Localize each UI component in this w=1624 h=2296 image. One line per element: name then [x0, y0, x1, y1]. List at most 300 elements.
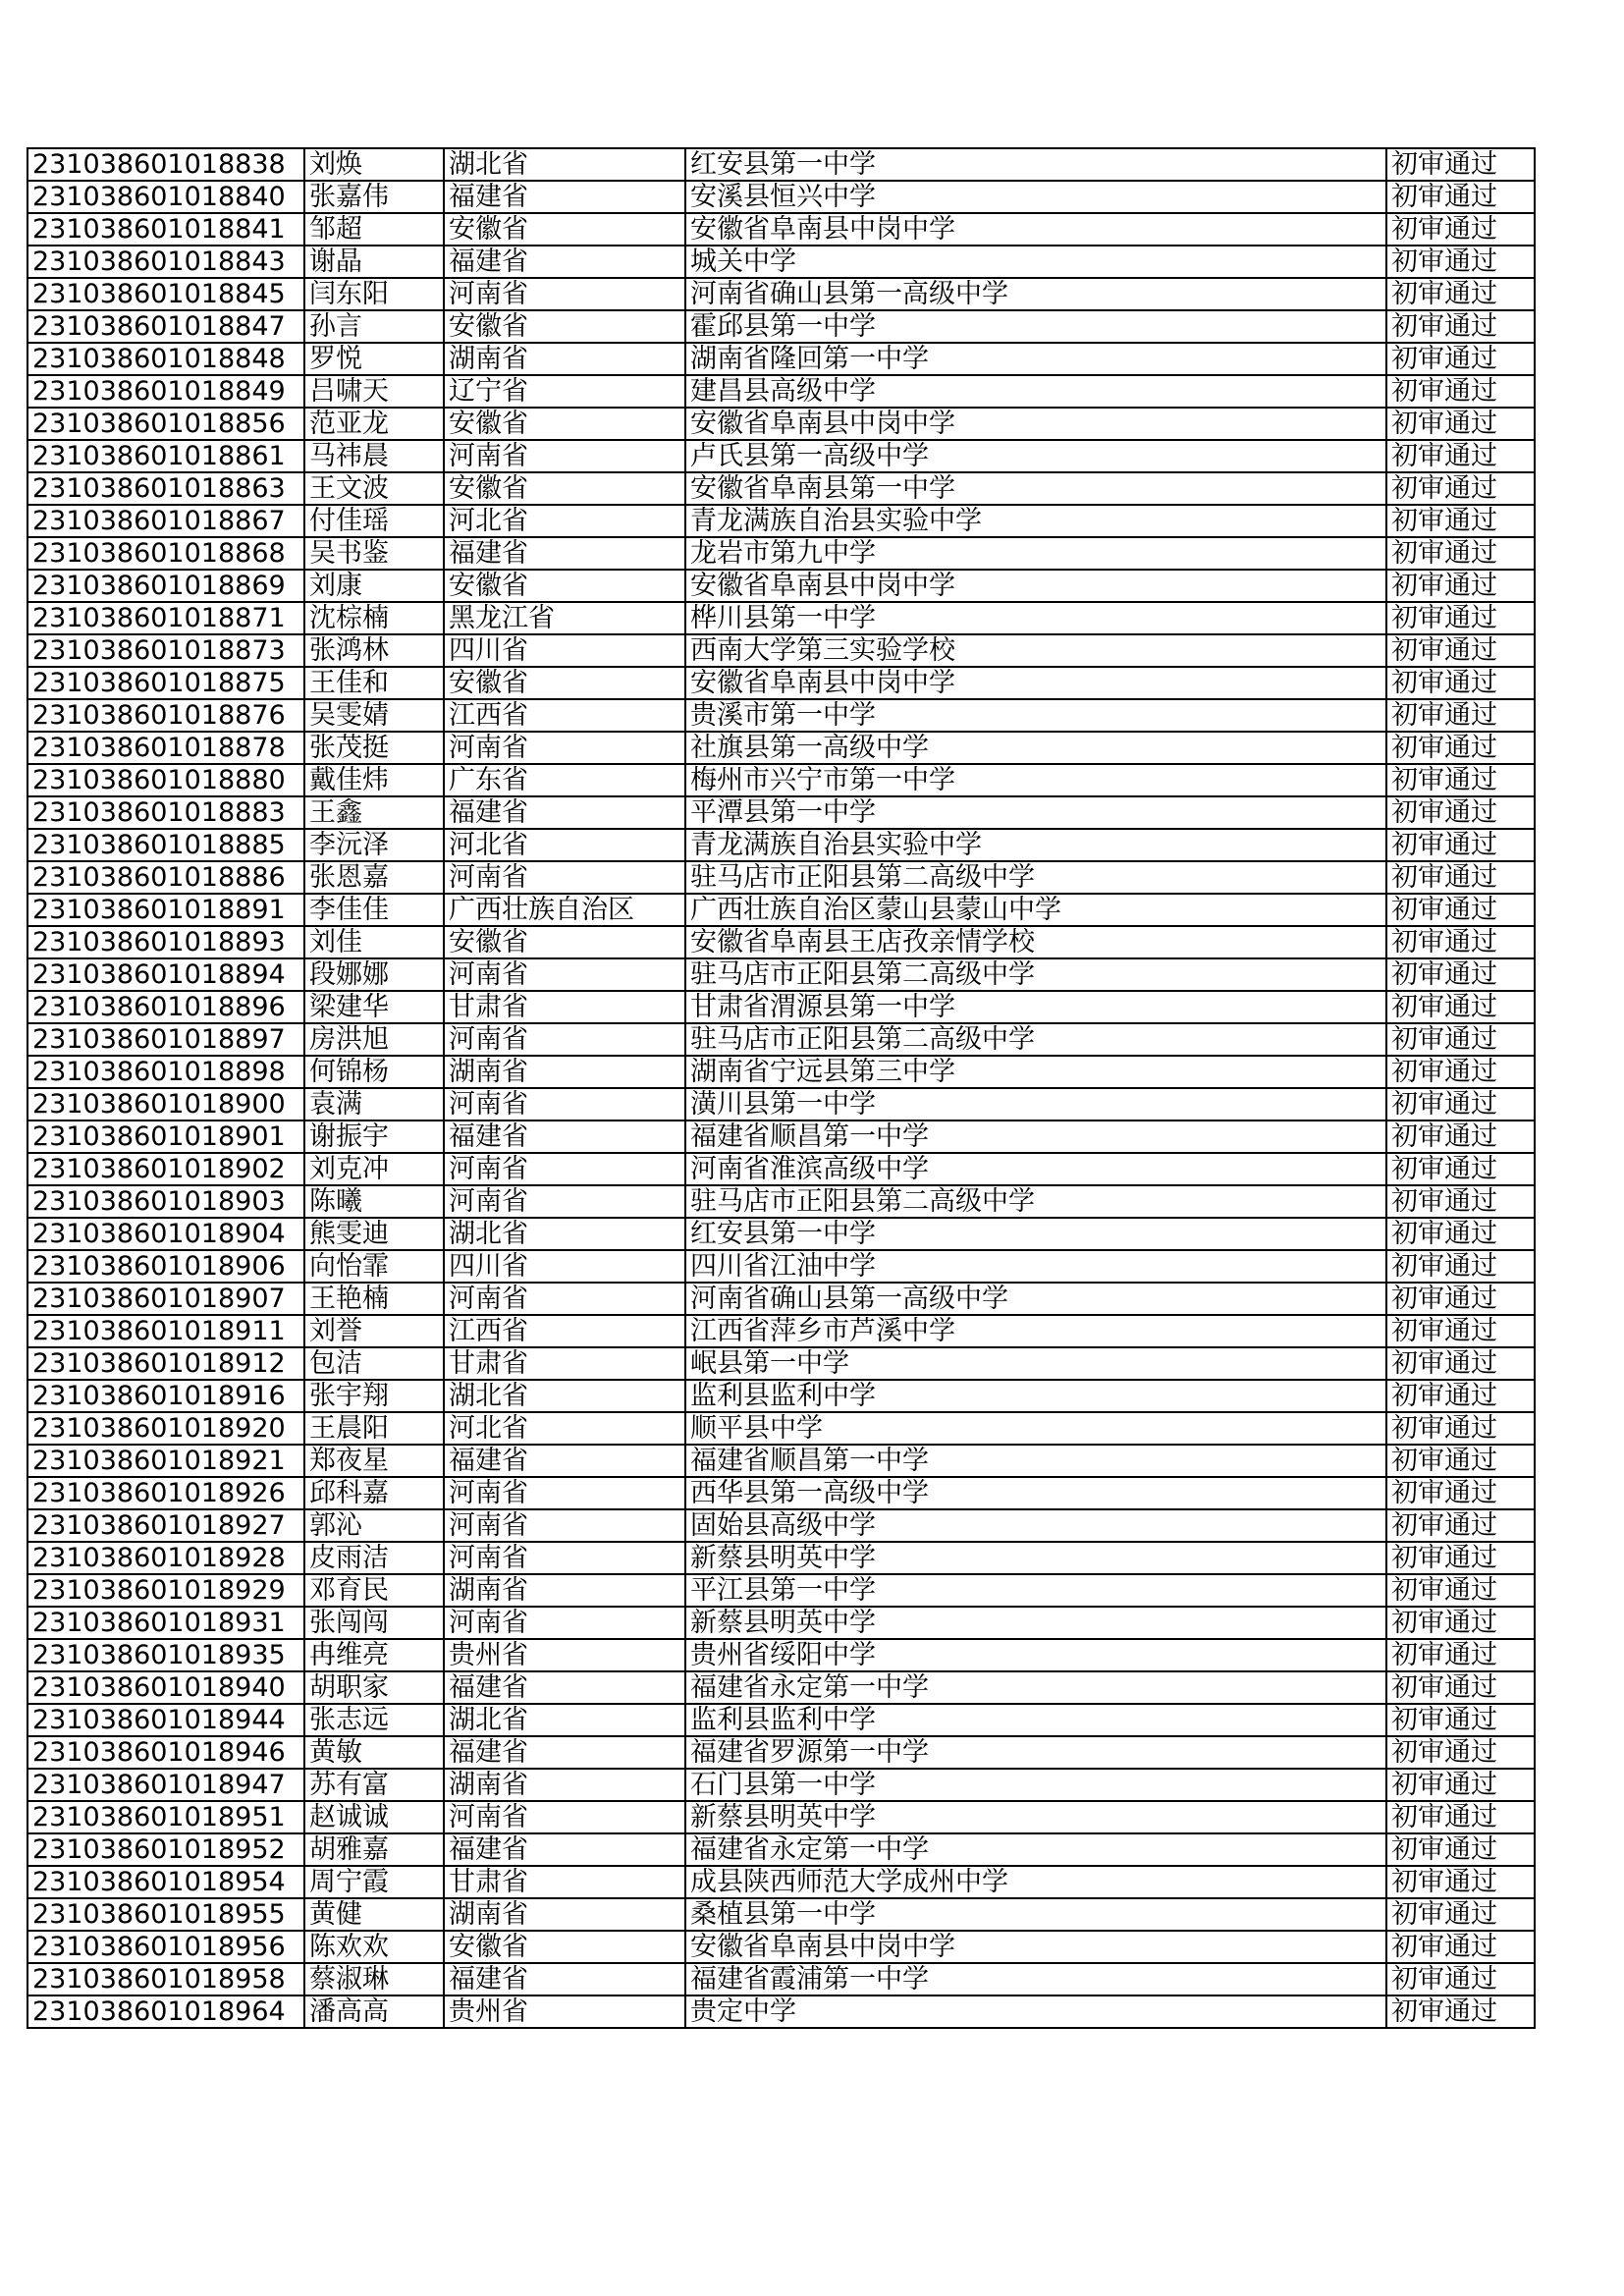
status-cell: 初审通过 [1386, 1736, 1535, 1769]
name-cell: 吕啸天 [304, 375, 444, 408]
name-cell: 张茂挺 [304, 732, 444, 764]
province-cell: 福建省 [444, 1121, 685, 1153]
school-cell: 桑植县第一中学 [685, 1898, 1386, 1931]
school-cell: 河南省确山县第一高级中学 [685, 1283, 1386, 1315]
status-cell: 初审通过 [1386, 1153, 1535, 1185]
table-row [27, 796, 1535, 829]
school-cell: 红安县第一中学 [685, 1218, 1386, 1250]
school-cell: 福建省顺昌第一中学 [685, 1121, 1386, 1153]
table-row [27, 375, 1535, 408]
name-cell: 刘克冲 [304, 1153, 444, 1185]
school-cell: 安徽省阜南县中岗中学 [685, 1931, 1386, 1963]
applicant-table [27, 147, 1536, 2029]
status-cell: 初审通过 [1386, 1218, 1535, 1250]
table-row [27, 861, 1535, 894]
school-cell: 湖南省隆回第一中学 [685, 343, 1386, 375]
registration-id-cell: 231038601018843 [27, 246, 304, 278]
status-cell: 初审通过 [1386, 310, 1535, 343]
school-cell: 安徽省阜南县中岗中学 [685, 408, 1386, 440]
province-cell: 福建省 [444, 181, 685, 213]
school-cell: 成县陕西师范大学成州中学 [685, 1866, 1386, 1898]
registration-id-cell: 231038601018841 [27, 213, 304, 246]
name-cell: 熊雯迪 [304, 1218, 444, 1250]
name-cell: 张闯闯 [304, 1607, 444, 1639]
status-cell: 初审通过 [1386, 537, 1535, 570]
school-cell: 江西省萍乡市芦溪中学 [685, 1315, 1386, 1347]
table-row [27, 1218, 1535, 1250]
table-row [27, 958, 1535, 991]
registration-id-cell: 231038601018951 [27, 1801, 304, 1833]
table-row [27, 1412, 1535, 1445]
name-cell: 马祎晨 [304, 440, 444, 472]
registration-id-cell: 231038601018869 [27, 570, 304, 602]
province-cell: 河南省 [444, 861, 685, 894]
school-cell: 梅州市兴宁市第一中学 [685, 764, 1386, 796]
province-cell: 安徽省 [444, 213, 685, 246]
table-row [27, 926, 1535, 958]
province-cell: 黑龙江省 [444, 602, 685, 634]
province-cell: 湖北省 [444, 1380, 685, 1412]
table-row [27, 472, 1535, 505]
status-cell: 初审通过 [1386, 1250, 1535, 1283]
name-cell: 吴书鉴 [304, 537, 444, 570]
status-cell: 初审通过 [1386, 181, 1535, 213]
school-cell: 福建省永定第一中学 [685, 1833, 1386, 1866]
status-cell: 初审通过 [1386, 375, 1535, 408]
school-cell: 四川省江油中学 [685, 1250, 1386, 1283]
registration-id-cell: 231038601018867 [27, 505, 304, 537]
registration-id-cell: 231038601018954 [27, 1866, 304, 1898]
province-cell: 湖南省 [444, 1056, 685, 1088]
registration-id-cell: 231038601018946 [27, 1736, 304, 1769]
province-cell: 湖南省 [444, 1769, 685, 1801]
school-cell: 霍邱县第一中学 [685, 310, 1386, 343]
name-cell: 王鑫 [304, 796, 444, 829]
status-cell: 初审通过 [1386, 1769, 1535, 1801]
name-cell: 李沅泽 [304, 829, 444, 861]
province-cell: 江西省 [444, 1315, 685, 1347]
status-cell: 初审通过 [1386, 1833, 1535, 1866]
registration-id-cell: 231038601018920 [27, 1412, 304, 1445]
name-cell: 蔡淑琳 [304, 1963, 444, 1995]
name-cell: 王佳和 [304, 667, 444, 699]
name-cell: 袁满 [304, 1088, 444, 1121]
school-cell: 西南大学第三实验学校 [685, 634, 1386, 667]
table-row [27, 1088, 1535, 1121]
province-cell: 河南省 [444, 278, 685, 310]
applicant-table-body [27, 148, 1535, 2028]
registration-id-cell: 231038601018904 [27, 1218, 304, 1250]
name-cell: 邱科嘉 [304, 1477, 444, 1509]
table-row [27, 1769, 1535, 1801]
province-cell: 安徽省 [444, 1931, 685, 1963]
table-row [27, 634, 1535, 667]
name-cell: 李佳佳 [304, 894, 444, 926]
province-cell: 福建省 [444, 1736, 685, 1769]
name-cell: 张志远 [304, 1704, 444, 1736]
table-row [27, 764, 1535, 796]
table-row [27, 310, 1535, 343]
school-cell: 贵州省绥阳中学 [685, 1639, 1386, 1671]
name-cell: 冉维亮 [304, 1639, 444, 1671]
school-cell: 潢川县第一中学 [685, 1088, 1386, 1121]
province-cell: 河南省 [444, 1607, 685, 1639]
name-cell: 沈棕楠 [304, 602, 444, 634]
school-cell: 安徽省阜南县中岗中学 [685, 213, 1386, 246]
table-row [27, 213, 1535, 246]
province-cell: 湖南省 [444, 343, 685, 375]
province-cell: 贵州省 [444, 1995, 685, 2028]
name-cell: 张鸿林 [304, 634, 444, 667]
registration-id-cell: 231038601018856 [27, 408, 304, 440]
school-cell: 桦川县第一中学 [685, 602, 1386, 634]
registration-id-cell: 231038601018916 [27, 1380, 304, 1412]
status-cell: 初审通过 [1386, 1315, 1535, 1347]
table-row [27, 602, 1535, 634]
table-row [27, 1477, 1535, 1509]
school-cell: 固始县高级中学 [685, 1509, 1386, 1542]
registration-id-cell: 231038601018911 [27, 1315, 304, 1347]
province-cell: 福建省 [444, 537, 685, 570]
province-cell: 福建省 [444, 1445, 685, 1477]
name-cell: 皮雨洁 [304, 1542, 444, 1574]
name-cell: 周宁霞 [304, 1866, 444, 1898]
name-cell: 赵诚诚 [304, 1801, 444, 1833]
name-cell: 邓育民 [304, 1574, 444, 1607]
registration-id-cell: 231038601018893 [27, 926, 304, 958]
name-cell: 孙言 [304, 310, 444, 343]
province-cell: 河南省 [444, 1477, 685, 1509]
name-cell: 闫东阳 [304, 278, 444, 310]
school-cell: 安徽省阜南县王店孜亲情学校 [685, 926, 1386, 958]
school-cell: 青龙满族自治县实验中学 [685, 829, 1386, 861]
table-row [27, 1445, 1535, 1477]
table-row [27, 894, 1535, 926]
status-cell: 初审通过 [1386, 1704, 1535, 1736]
status-cell: 初审通过 [1386, 1380, 1535, 1412]
table-row [27, 1542, 1535, 1574]
name-cell: 郑夜星 [304, 1445, 444, 1477]
table-row [27, 1736, 1535, 1769]
table-row [27, 1380, 1535, 1412]
status-cell: 初审通过 [1386, 1963, 1535, 1995]
school-cell: 湖南省宁远县第三中学 [685, 1056, 1386, 1088]
province-cell: 四川省 [444, 634, 685, 667]
status-cell: 初审通过 [1386, 246, 1535, 278]
status-cell: 初审通过 [1386, 1931, 1535, 1963]
status-cell: 初审通过 [1386, 667, 1535, 699]
status-cell: 初审通过 [1386, 1347, 1535, 1380]
registration-id-cell: 231038601018964 [27, 1995, 304, 2028]
registration-id-cell: 231038601018880 [27, 764, 304, 796]
province-cell: 安徽省 [444, 570, 685, 602]
table-row [27, 408, 1535, 440]
province-cell: 福建省 [444, 796, 685, 829]
table-row [27, 1056, 1535, 1088]
province-cell: 湖北省 [444, 148, 685, 181]
province-cell: 河南省 [444, 732, 685, 764]
table-row [27, 246, 1535, 278]
province-cell: 湖南省 [444, 1898, 685, 1931]
registration-id-cell: 231038601018944 [27, 1704, 304, 1736]
table-row [27, 1315, 1535, 1347]
name-cell: 梁建华 [304, 991, 444, 1023]
status-cell: 初审通过 [1386, 570, 1535, 602]
province-cell: 安徽省 [444, 926, 685, 958]
registration-id-cell: 231038601018885 [27, 829, 304, 861]
registration-id-cell: 231038601018838 [27, 148, 304, 181]
table-row [27, 1574, 1535, 1607]
school-cell: 新蔡县明英中学 [685, 1607, 1386, 1639]
status-cell: 初审通过 [1386, 1542, 1535, 1574]
status-cell: 初审通过 [1386, 1088, 1535, 1121]
table-row [27, 1963, 1535, 1995]
province-cell: 甘肃省 [444, 1347, 685, 1380]
table-row [27, 343, 1535, 375]
school-cell: 平江县第一中学 [685, 1574, 1386, 1607]
registration-id-cell: 231038601018921 [27, 1445, 304, 1477]
table-row [27, 667, 1535, 699]
school-cell: 监利县监利中学 [685, 1704, 1386, 1736]
registration-id-cell: 231038601018847 [27, 310, 304, 343]
registration-id-cell: 231038601018931 [27, 1607, 304, 1639]
table-row [27, 1866, 1535, 1898]
name-cell: 谢振宇 [304, 1121, 444, 1153]
registration-id-cell: 231038601018900 [27, 1088, 304, 1121]
school-cell: 顺平县中学 [685, 1412, 1386, 1445]
registration-id-cell: 231038601018912 [27, 1347, 304, 1380]
school-cell: 青龙满族自治县实验中学 [685, 505, 1386, 537]
school-cell: 监利县监利中学 [685, 1380, 1386, 1412]
table-row [27, 1283, 1535, 1315]
province-cell: 河南省 [444, 958, 685, 991]
status-cell: 初审通过 [1386, 1445, 1535, 1477]
registration-id-cell: 231038601018956 [27, 1931, 304, 1963]
status-cell: 初审通过 [1386, 926, 1535, 958]
province-cell: 辽宁省 [444, 375, 685, 408]
registration-id-cell: 231038601018928 [27, 1542, 304, 1574]
name-cell: 胡职家 [304, 1671, 444, 1704]
name-cell: 黄敏 [304, 1736, 444, 1769]
table-row [27, 1639, 1535, 1671]
province-cell: 广东省 [444, 764, 685, 796]
school-cell: 建昌县高级中学 [685, 375, 1386, 408]
status-cell: 初审通过 [1386, 829, 1535, 861]
name-cell: 邹超 [304, 213, 444, 246]
registration-id-cell: 231038601018871 [27, 602, 304, 634]
status-cell: 初审通过 [1386, 991, 1535, 1023]
school-cell: 贵定中学 [685, 1995, 1386, 2028]
school-cell: 平潭县第一中学 [685, 796, 1386, 829]
name-cell: 刘焕 [304, 148, 444, 181]
registration-id-cell: 231038601018947 [27, 1769, 304, 1801]
province-cell: 福建省 [444, 1671, 685, 1704]
registration-id-cell: 231038601018873 [27, 634, 304, 667]
province-cell: 福建省 [444, 1833, 685, 1866]
province-cell: 甘肃省 [444, 991, 685, 1023]
registration-id-cell: 231038601018897 [27, 1023, 304, 1056]
name-cell: 胡雅嘉 [304, 1833, 444, 1866]
province-cell: 河南省 [444, 1542, 685, 1574]
name-cell: 谢晶 [304, 246, 444, 278]
name-cell: 吴雯婧 [304, 699, 444, 732]
school-cell: 安溪县恒兴中学 [685, 181, 1386, 213]
province-cell: 贵州省 [444, 1639, 685, 1671]
name-cell: 陈欢欢 [304, 1931, 444, 1963]
registration-id-cell: 231038601018891 [27, 894, 304, 926]
school-cell: 安徽省阜南县中岗中学 [685, 570, 1386, 602]
table-row [27, 1801, 1535, 1833]
name-cell: 郭沁 [304, 1509, 444, 1542]
province-cell: 湖北省 [444, 1218, 685, 1250]
table-row [27, 1153, 1535, 1185]
school-cell: 城关中学 [685, 246, 1386, 278]
status-cell: 初审通过 [1386, 1574, 1535, 1607]
table-row [27, 278, 1535, 310]
registration-id-cell: 231038601018940 [27, 1671, 304, 1704]
status-cell: 初审通过 [1386, 1185, 1535, 1218]
registration-id-cell: 231038601018878 [27, 732, 304, 764]
status-cell: 初审通过 [1386, 1023, 1535, 1056]
province-cell: 河南省 [444, 1023, 685, 1056]
name-cell: 刘誉 [304, 1315, 444, 1347]
table-row [27, 1023, 1535, 1056]
registration-id-cell: 231038601018952 [27, 1833, 304, 1866]
name-cell: 向怡霏 [304, 1250, 444, 1283]
status-cell: 初审通过 [1386, 1283, 1535, 1315]
school-cell: 福建省罗源第一中学 [685, 1736, 1386, 1769]
registration-id-cell: 231038601018868 [27, 537, 304, 570]
registration-id-cell: 231038601018863 [27, 472, 304, 505]
name-cell: 苏有富 [304, 1769, 444, 1801]
province-cell: 福建省 [444, 246, 685, 278]
province-cell: 安徽省 [444, 310, 685, 343]
province-cell: 广西壮族自治区 [444, 894, 685, 926]
table-row [27, 1607, 1535, 1639]
school-cell: 安徽省阜南县第一中学 [685, 472, 1386, 505]
name-cell: 戴佳炜 [304, 764, 444, 796]
status-cell: 初审通过 [1386, 1412, 1535, 1445]
name-cell: 付佳瑶 [304, 505, 444, 537]
status-cell: 初审通过 [1386, 1801, 1535, 1833]
school-cell: 卢氏县第一高级中学 [685, 440, 1386, 472]
status-cell: 初审通过 [1386, 148, 1535, 181]
status-cell: 初审通过 [1386, 1898, 1535, 1931]
registration-id-cell: 231038601018958 [27, 1963, 304, 1995]
table-row [27, 181, 1535, 213]
status-cell: 初审通过 [1386, 343, 1535, 375]
province-cell: 河南省 [444, 1153, 685, 1185]
status-cell: 初审通过 [1386, 602, 1535, 634]
registration-id-cell: 231038601018861 [27, 440, 304, 472]
registration-id-cell: 231038601018906 [27, 1250, 304, 1283]
status-cell: 初审通过 [1386, 1509, 1535, 1542]
registration-id-cell: 231038601018894 [27, 958, 304, 991]
status-cell: 初审通过 [1386, 634, 1535, 667]
registration-id-cell: 231038601018929 [27, 1574, 304, 1607]
name-cell: 陈曦 [304, 1185, 444, 1218]
status-cell: 初审通过 [1386, 1121, 1535, 1153]
registration-id-cell: 231038601018849 [27, 375, 304, 408]
status-cell: 初审通过 [1386, 505, 1535, 537]
province-cell: 湖南省 [444, 1574, 685, 1607]
school-cell: 驻马店市正阳县第二高级中学 [685, 861, 1386, 894]
table-row [27, 1995, 1535, 2028]
province-cell: 河北省 [444, 505, 685, 537]
province-cell: 河南省 [444, 440, 685, 472]
school-cell: 甘肃省渭源县第一中学 [685, 991, 1386, 1023]
province-cell: 河南省 [444, 1509, 685, 1542]
school-cell: 河南省确山县第一高级中学 [685, 278, 1386, 310]
school-cell: 石门县第一中学 [685, 1769, 1386, 1801]
registration-id-cell: 231038601018955 [27, 1898, 304, 1931]
name-cell: 罗悦 [304, 343, 444, 375]
registration-id-cell: 231038601018875 [27, 667, 304, 699]
registration-id-cell: 231038601018886 [27, 861, 304, 894]
table-row [27, 1509, 1535, 1542]
table-row [27, 1931, 1535, 1963]
table-row [27, 991, 1535, 1023]
registration-id-cell: 231038601018902 [27, 1153, 304, 1185]
table-row [27, 148, 1535, 181]
school-cell: 新蔡县明英中学 [685, 1542, 1386, 1574]
table-row [27, 1898, 1535, 1931]
school-cell: 岷县第一中学 [685, 1347, 1386, 1380]
province-cell: 安徽省 [444, 408, 685, 440]
registration-id-cell: 231038601018901 [27, 1121, 304, 1153]
status-cell: 初审通过 [1386, 1671, 1535, 1704]
status-cell: 初审通过 [1386, 472, 1535, 505]
status-cell: 初审通过 [1386, 699, 1535, 732]
status-cell: 初审通过 [1386, 796, 1535, 829]
status-cell: 初审通过 [1386, 732, 1535, 764]
province-cell: 河南省 [444, 1088, 685, 1121]
table-row [27, 537, 1535, 570]
registration-id-cell: 231038601018907 [27, 1283, 304, 1315]
province-cell: 甘肃省 [444, 1866, 685, 1898]
school-cell: 新蔡县明英中学 [685, 1801, 1386, 1833]
status-cell: 初审通过 [1386, 213, 1535, 246]
name-cell: 张嘉伟 [304, 181, 444, 213]
school-cell: 驻马店市正阳县第二高级中学 [685, 1185, 1386, 1218]
province-cell: 河南省 [444, 1283, 685, 1315]
province-cell: 河北省 [444, 829, 685, 861]
province-cell: 湖北省 [444, 1704, 685, 1736]
school-cell: 贵溪市第一中学 [685, 699, 1386, 732]
name-cell: 张宇翔 [304, 1380, 444, 1412]
name-cell: 张恩嘉 [304, 861, 444, 894]
school-cell: 福建省霞浦第一中学 [685, 1963, 1386, 1995]
table-row [27, 1347, 1535, 1380]
status-cell: 初审通过 [1386, 1639, 1535, 1671]
registration-id-cell: 231038601018927 [27, 1509, 304, 1542]
status-cell: 初审通过 [1386, 1477, 1535, 1509]
school-cell: 红安县第一中学 [685, 148, 1386, 181]
status-cell: 初审通过 [1386, 408, 1535, 440]
status-cell: 初审通过 [1386, 1995, 1535, 2028]
status-cell: 初审通过 [1386, 278, 1535, 310]
table-row [27, 505, 1535, 537]
registration-id-cell: 231038601018848 [27, 343, 304, 375]
name-cell: 黄健 [304, 1898, 444, 1931]
province-cell: 河南省 [444, 1185, 685, 1218]
province-cell: 福建省 [444, 1963, 685, 1995]
registration-id-cell: 231038601018935 [27, 1639, 304, 1671]
school-cell: 驻马店市正阳县第二高级中学 [685, 958, 1386, 991]
registration-id-cell: 231038601018896 [27, 991, 304, 1023]
school-cell: 广西壮族自治区蒙山县蒙山中学 [685, 894, 1386, 926]
status-cell: 初审通过 [1386, 861, 1535, 894]
